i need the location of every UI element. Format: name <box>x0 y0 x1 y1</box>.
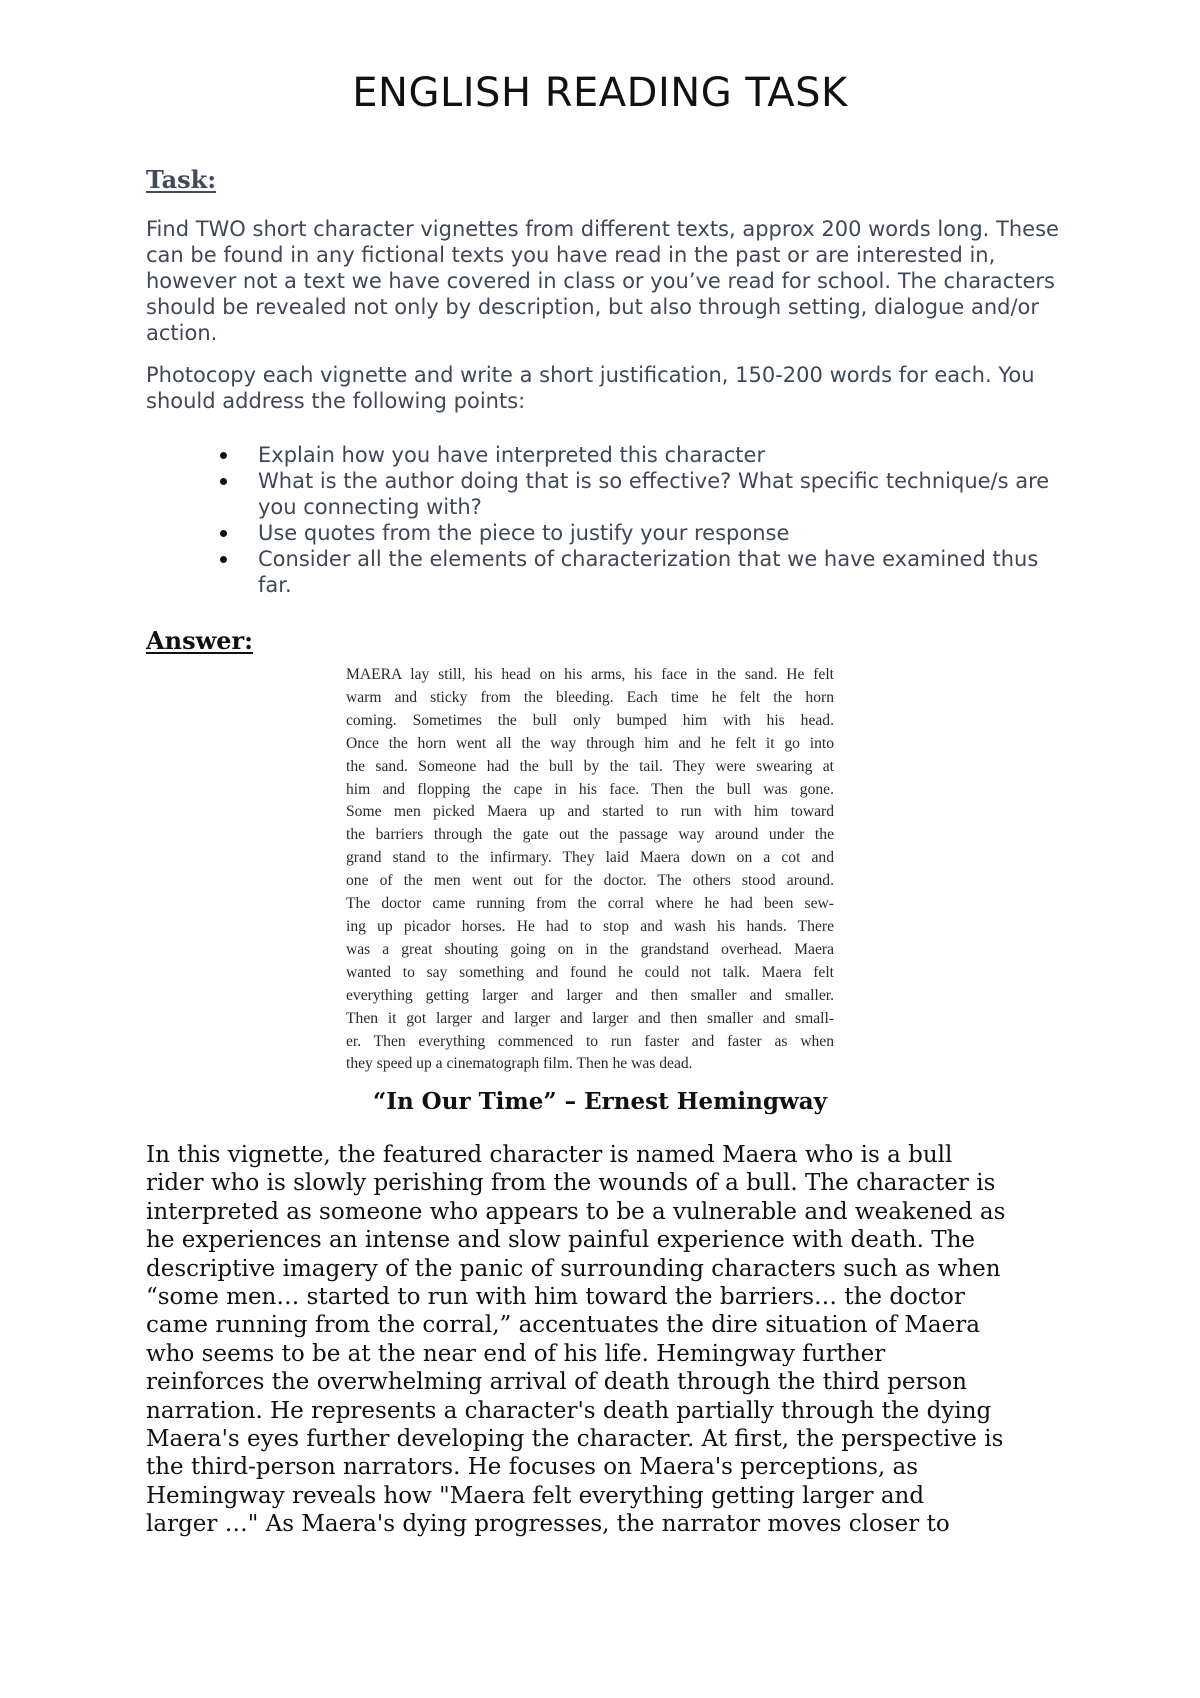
answer-line: Maera's eyes further developing the character. At first, the perspective is <box>146 1426 1004 1453</box>
excerpt-caption: “In Our Time” – Ernest Hemingway <box>372 1088 828 1115</box>
excerpt-line: Once the horn went all the way through him and he felt it go into <box>346 734 834 752</box>
answer-heading: Answer: <box>146 626 254 655</box>
answer-line: reinforces the overwhelming arrival of death through the third person <box>146 1369 967 1396</box>
task-paragraph: Find TWO short character vignettes from different texts, approx 200 words long. These can be found in any fictional texts you have read in the past or are interested in, however not a text we have covered in class or you’ve read for school. The characters should be revealed not only by description, but also through setting, dialogue and/or action. <box>146 217 1059 345</box>
list-item: Use quotes from the piece to justify your response <box>218 520 1068 546</box>
instructions-paragraph: Photocopy each vignette and write a short justification, 150-200 words for each. You should address the following points: <box>146 363 1035 413</box>
excerpt-line: wanted to say something and found he could not talk. Maera felt <box>346 963 834 981</box>
answer-line: came running from the corral,” accentuates the dire situation of Maera <box>146 1312 980 1339</box>
answer-line: “some men… started to run with him toward the barriers… the doctor <box>146 1284 965 1311</box>
answer-line: the third-person narrators. He focuses on Maera's perceptions, as <box>146 1454 919 1481</box>
excerpt-line: one of the men went out for the doctor. The others stood around. <box>346 872 834 890</box>
excerpt-line: ing up picador horses. He had to stop and wash his hands. There <box>346 917 834 935</box>
photocopied-excerpt <box>346 664 834 1076</box>
answer-line: interpreted as someone who appears to be a vulnerable and weakened as <box>146 1198 1006 1225</box>
answer-line: In this vignette, the featured character is named Maera who is a bull <box>146 1142 953 1168</box>
excerpt-line: him and flopping the cape in his face. Then the bull was gone. <box>346 780 834 798</box>
answer-line: larger …" As Maera's dying progresses, the narrator moves closer to <box>146 1511 950 1538</box>
excerpt-line: Then it got larger and larger and larger and then smaller and small- <box>346 1009 834 1027</box>
answer-line: Hemingway reveals how "Maera felt everything getting larger and <box>146 1482 925 1509</box>
excerpt-line: The doctor came running from the corral where he had been sew- <box>346 895 834 913</box>
answer-line: rider who is slowly perishing from the wounds of a bull. The character is <box>146 1170 996 1197</box>
excerpt-line: grand stand to the infirmary. They laid Maera down on a cot and <box>346 849 834 867</box>
answer-line: descriptive imagery of the panic of surrounding characters such as when <box>146 1255 1001 1282</box>
excerpt-line: the sand. Someone had the bull by the tail. They were swearing at <box>346 757 834 775</box>
excerpt-line: er. Then everything commenced to run faster and faster as when <box>346 1032 834 1050</box>
excerpt-line: warm and sticky from the bleeding. Each time he felt the horn <box>346 688 834 706</box>
answer-paragraph <box>146 1141 1086 1539</box>
excerpt-line: they speed up a cinematograph film. Then he was dead. <box>346 1055 693 1073</box>
page-title: ENGLISH READING TASK <box>352 70 848 116</box>
list-item: What is the author doing that is so effective? What specific technique/s are you connecting with? <box>218 468 1068 520</box>
excerpt-line: the barriers through the gate out the passage way around under the <box>346 826 834 844</box>
requirements-list <box>218 442 1068 598</box>
task-heading: Task: <box>146 165 217 194</box>
answer-line: narration. He represents a character's death partially through the dying <box>146 1397 992 1424</box>
excerpt-line: coming. Sometimes the bull only bumped him with his head. <box>346 711 834 729</box>
answer-line: he experiences an intense and slow painful experience with death. The <box>146 1227 975 1254</box>
answer-line: who seems to be at the near end of his life. Hemingway further <box>146 1340 886 1367</box>
excerpt-line: everything getting larger and larger and then smaller and smaller. <box>346 986 834 1004</box>
excerpt-line: Some men picked Maera up and started to run with him toward <box>346 803 834 821</box>
list-item: Consider all the elements of characterization that we have examined thus far. <box>218 546 1068 598</box>
excerpt-line: was a great shouting going on in the grandstand overhead. Maera <box>346 940 834 958</box>
excerpt-line: MAERA lay still, his head on his arms, his face in the sand. He felt <box>346 666 834 683</box>
list-item: Explain how you have interpreted this character <box>218 442 1068 468</box>
